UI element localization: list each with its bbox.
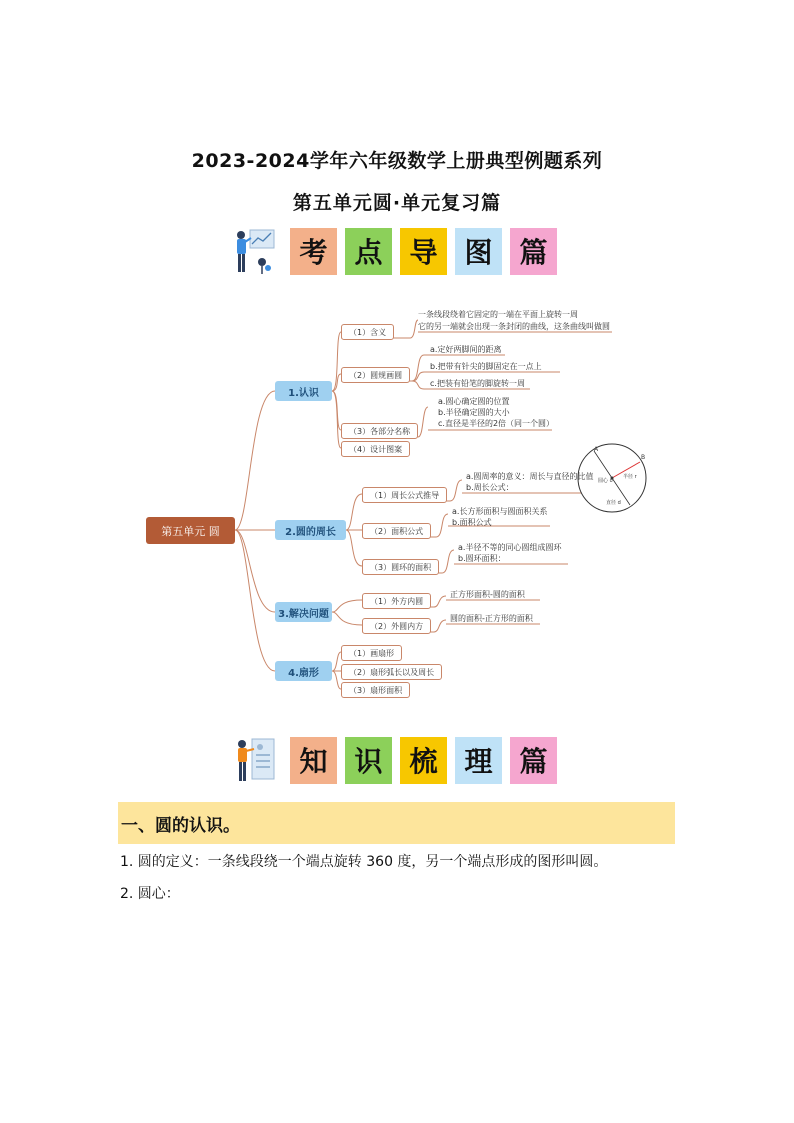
circle-label-b: B	[641, 454, 646, 461]
banner-tile: 篇	[510, 737, 557, 784]
leaf-text: b.把带有针尖的脚固定在一点上	[430, 362, 542, 371]
node-compass-drawing: （2）圆规画圆	[341, 367, 410, 383]
document-subtitle: 第五单元圆·单元复习篇	[292, 192, 502, 214]
definition-item: 2. 圆心：	[120, 886, 180, 902]
definition-item: 1. 圆的定义：一条线段绕一个端点旋转 360 度，另一个端点形成的图形叫圆。	[120, 854, 608, 870]
leaf-text: b.半径确定圆的大小	[438, 408, 510, 417]
leaf-text: b.周长公式：	[466, 483, 514, 492]
leaf-text: a.长方形面积与圆面积关系	[452, 507, 548, 516]
node-area-formula: （2）面积公式	[362, 523, 431, 539]
mindmap-root: 第五单元 圆	[146, 517, 235, 544]
circle-label-radius: 半径 r	[623, 474, 637, 480]
node-square-outer-circle-inner: （1）外方内圆	[362, 593, 431, 609]
banner-tile: 导	[400, 228, 447, 275]
banner-tile: 图	[455, 228, 502, 275]
leaf-text: c.直径是半径的2倍（同一个圆）	[438, 419, 555, 428]
leaf-text: b.面积公式	[452, 518, 492, 527]
banner-tile: 点	[345, 228, 392, 275]
node-meaning: （1）含义	[341, 324, 394, 340]
leaf-text: a.圆心确定圆的位置	[438, 397, 510, 406]
node-design-pattern: （4）设计图案	[341, 441, 410, 457]
leaf-text: 圆的面积-正方形的面积	[450, 614, 533, 623]
banner-tile: 梳	[400, 737, 447, 784]
branch-circumference: 2.圆的周长	[275, 520, 346, 540]
banner-tile: 篇	[510, 228, 557, 275]
banner-tile: 考	[290, 228, 337, 275]
section-heading-text: 一、圆的认识。	[121, 815, 240, 836]
node-sector-area: （3）扇形面积	[341, 682, 410, 698]
branch-recognition: 1.认识	[275, 381, 332, 401]
leaf-text: a.圆周率的意义：周长与直径的比值	[466, 472, 594, 481]
banner-knowledge	[232, 735, 557, 785]
banner-tile: 知	[290, 737, 337, 784]
leaf-text: 正方形面积-圆的面积	[450, 590, 525, 599]
node-circle-outer-square-inner: （2）外圆内方	[362, 618, 431, 634]
leaf-text: c.把装有铅笔的脚旋转一周	[430, 379, 525, 388]
leaf-text: a.定好两脚间的距离	[430, 345, 502, 354]
leaf-text: a.半径不等的同心圆组成圆环	[458, 543, 562, 552]
branch-sector: 4.扇形	[275, 661, 332, 681]
document-title: 2023-2024学年六年级数学上册典型例题系列	[191, 150, 603, 172]
node-draw-sector: （1）画扇形	[341, 645, 402, 661]
node-perimeter-formula: （1）周长公式推导	[362, 487, 447, 503]
node-sector-arc-perimeter: （2）扇形弧长以及周长	[341, 664, 442, 680]
leaf-text: 它的另一端就会出现一条封闭的曲线，这条曲线叫做圆	[418, 322, 610, 331]
circle-label-center: 圆心 o	[598, 478, 613, 484]
teacher-board-illustration-icon	[232, 735, 278, 785]
leaf-text: b.圆环面积：	[458, 554, 506, 563]
banner-tile: 识	[345, 737, 392, 784]
section-heading	[118, 802, 675, 844]
circle-label-diameter: 直径 d	[606, 500, 621, 506]
node-ring-area: （3）圆环的面积	[362, 559, 439, 575]
node-part-names: （3）各部分名称	[341, 423, 418, 439]
circle-label-a: A	[594, 446, 599, 453]
branch-problem-solving: 3.解决问题	[275, 602, 332, 622]
banner-tile: 理	[455, 737, 502, 784]
leaf-text: 一条线段绕着它固定的一端在平面上旋转一周	[418, 310, 578, 319]
